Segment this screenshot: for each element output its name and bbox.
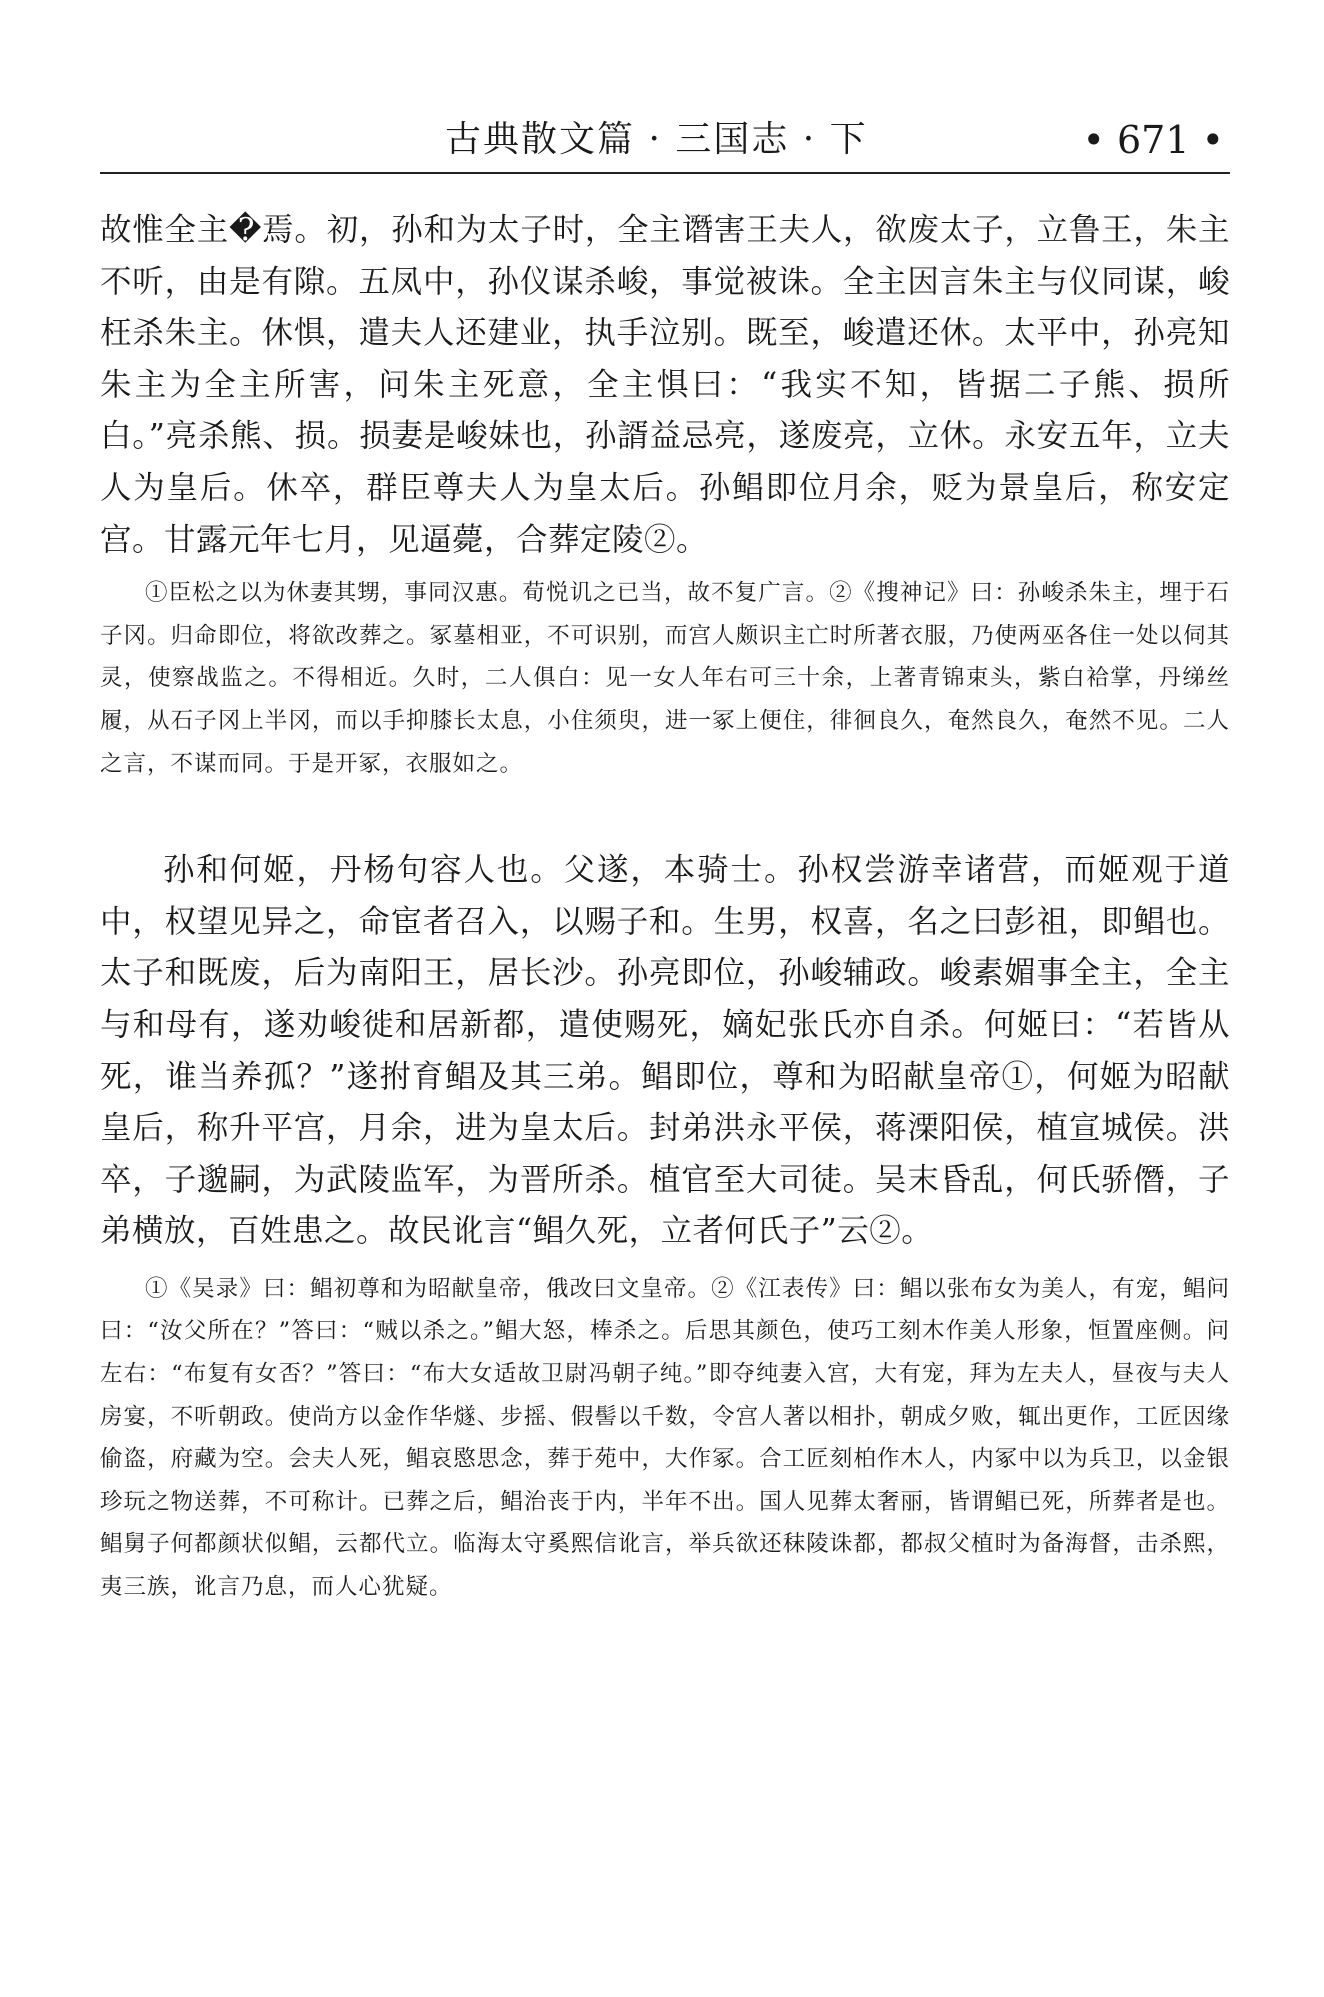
section-2-note: ①《吴录》曰：鲳初尊和为昭献皇帝，俄改曰文皇帝。②《江表传》曰：鲳以张布女为美人，有宠，鲳问曰：“汝父所在？”答曰：“贼以杀之。”鲳大怒，棒杀之。后思其颜色，使巧工刻木作美人形象，恒置座侧。问左右：“布复有女否？”答曰：“布大女适故卫尉冯朝子纯。”即夺纯妻入宫，大有宠，拜为左夫人，昼夜与夫人房宴，不听朝政。使尚方以金作华燧、步摇、假髻以千数，令宫人著以相扑，朝成夕败，辄出更作，工匠因缘偷盗，府藏为空。会夫人死，鲳哀愍思念，葬于苑中，大作冢。合工匠刻柏作木人，内冢中以为兵卫，以金银珍玩之物送葬，不可称计。已葬之后，鲳治丧于内，半年不出。国人见葬太奢丽，皆谓鲳已死，所葬者是也。鲳舅子何都颜状似鲳，云都代立。临海太守奚熙信讹言，举兵欲还秣陵诛都，都叔父植时为备海督，击杀熙，夷三族，讹言乃息，而人心犹疑。 (100, 1275, 1230, 1601)
page-number: • 671 • (1082, 118, 1224, 162)
header-title: 古典散文篇 · 三国志 · 下 (445, 119, 868, 160)
section-1-note: ①臣松之以为休妻其甥，事同汉惠。荀悦讥之已当，故不复广言。②《搜神记》曰：孙峻杀朱主，埋于石子冈。归命即位，将欲改葬之。冢墓相亚，不可识别，而宫人颇识主亡时所著衣服，乃使两巫各住一处以伺其灵，使察战监之。不得相近。久时，二人俱白：见一女人年右可三十余，上著青锦束头，紫白袷掌，丹绨丝履，从石子冈上半冈，而以手抑膝长太息，小住须臾，进一冢上便住，徘徊良久，奄然良久，奄然不见。二人之言，不谋而同。于是开冢，衣服如之。 (100, 580, 1230, 777)
section-1-body: 故惟全主�焉。初，孙和为太子时，全主谮害王夫人，欲废太子，立鲁王，朱主不听，由是有隙。五凤中，孙仪谋杀峻，事觉被诛。全主因言朱主与仪同谋，峻枉杀朱主。休惧，遣夫人还建业，执手泣别。既至，峻遣还休。太平中，孙亮知朱主为全主所害，问朱主死意，全主惧曰：“我实不知，皆据二子熊、损所白。”亮杀熊、损。损妻是峻妹也，孙諝益忌亮，遂废亮，立休。永安五年，立夫人为皇后。休卒，群臣尊夫人为皇太后。孙鲳即位月余，贬为景皇后，称安定宫。甘露元年七月，见逼薨，合葬定陵②。 (100, 212, 1230, 558)
header-rule (100, 172, 1230, 174)
page-content (100, 205, 1230, 1609)
section-2-body: 孙和何姬，丹杨句容人也。父遂，本骑士。孙权尝游幸诸营，而姬观于道中，权望见异之，命宦者召入，以赐子和。生男，权喜，名之曰彭祖，即鲳也。太子和既废，后为南阳王，居长沙。孙亮即位，孙峻辅政。峻素媚事全主，全主与和母有，遂劝峻徙和居新都，遣使赐死，嫡妃张氏亦自杀。何姬曰：“若皆从死，谁当养孤？”遂拊育鲳及其三弟。鲳即位，尊和为昭献皇帝①，何姬为昭献皇后，称升平宫，月余，进为皇太后。封弟洪永平侯，蒋溧阳侯，植宣城侯。洪卒，子邈嗣，为武陵监军，为晋所杀。植官至大司徒。吴末昏乱，何氏骄僭，子弟横放，百姓患之。故民讹言“鲳久死，立者何氏子”云②。 (100, 852, 1230, 1250)
running-header (100, 108, 1230, 172)
